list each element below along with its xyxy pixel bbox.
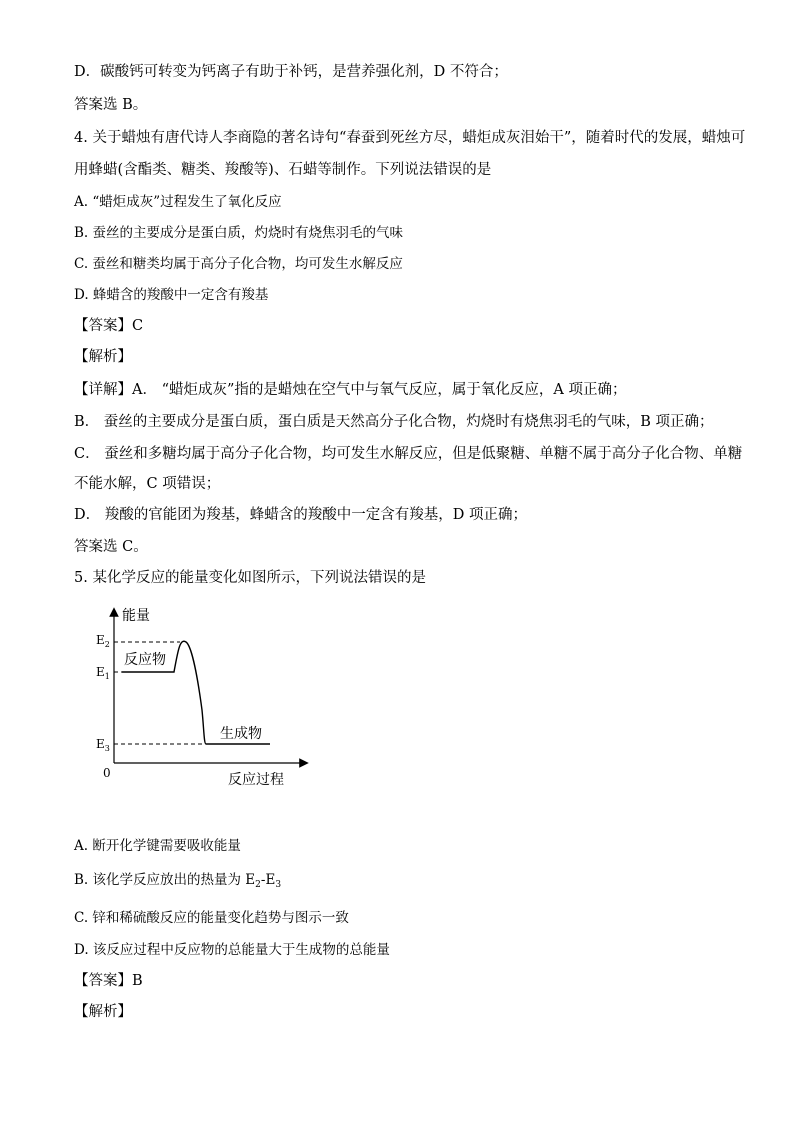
question-5-option-c: C. 锌和稀硫酸反应的能量变化趋势与图示一致 <box>74 910 349 926</box>
e1-label: $E_1$ <box>96 665 110 681</box>
explanation-c: C． 蚕丝和多糖均属于高分子化合物，均可发生水解反应，但是低聚糖、单糖不属于高分子化合物、单糖 <box>74 446 743 462</box>
explanation-b: B． 蚕丝的主要成分是蛋白质，蛋白质是天然高分子化合物，灼烧时有烧焦羽毛的气味，B 项正确； <box>74 414 714 430</box>
origin-label: 0 <box>103 766 111 780</box>
question-5-option-d: D. 该反应过程中反应物的总能量大于生成物的总能量 <box>74 942 390 958</box>
analysis-label-2: 【解析】 <box>74 1004 132 1020</box>
text-line: 答案选 B。 <box>74 97 148 113</box>
text-line: D．碳酸钙可转变为钙离子有助于补钙，是营养强化剂，D 不符合； <box>74 64 508 80</box>
product-label: 生成物 <box>220 726 262 742</box>
question-5-option-b <box>74 870 281 895</box>
answer-label-2: 【答案】B <box>74 973 143 989</box>
option-b-sub-2: 2 <box>255 880 261 890</box>
y-axis-label: 能量 <box>122 608 150 624</box>
question-4-option-a: A. “蜡炬成灰”过程发生了氧化反应 <box>74 194 282 210</box>
question-4-option-b: B. 蚕丝的主要成分是蛋白质，灼烧时有烧焦羽毛的气味 <box>74 225 404 241</box>
x-axis-label: 反应过程 <box>228 772 284 788</box>
question-5-stem: 5. 某化学反应的能量变化如图所示，下列说法错误的是 <box>74 570 426 586</box>
explanation-c-cont: 不能水解，C 项错误； <box>74 476 221 492</box>
e3-label: $E_3$ <box>96 737 110 753</box>
question-4-stem-cont: 用蜂蜡(含酯类、糖类、羧酸等)、石蜡等制作。下列说法错误的是 <box>74 162 492 178</box>
reactant-label: 反应物 <box>124 652 166 668</box>
question-4-option-c: C. 蚕丝和糖类均属于高分子化合物，均可发生水解反应 <box>74 256 403 272</box>
explanation-d: D． 羧酸的官能团为羧基，蜂蜡含的羧酸中一定含有羧基，D 项正确； <box>74 507 527 523</box>
option-b-sub-3: 3 <box>275 880 282 890</box>
answer-label: 【答案】C <box>74 318 144 334</box>
option-b-minus: -E <box>260 872 276 888</box>
answer-choice: 答案选 C。 <box>74 539 148 555</box>
explanation-a: 【详解】A． “蜡炬成灰”指的是蜡烛在空气中与氧气反应，属于氧化反应，A 项正确； <box>74 382 627 398</box>
energy-diagram <box>94 600 324 790</box>
question-4-option-d: D. 蜂蜡含的羧酸中一定含有羧基 <box>74 287 269 303</box>
question-4-stem: 4. 关于蜡烛有唐代诗人李商隐的著名诗句“春蚕到死丝方尽，蜡炬成灰泪始干”，随着时代的发展，蜡烛可 <box>74 130 746 146</box>
option-b-text: B. 该化学反应放出的热量为 E <box>74 872 256 888</box>
e2-label: $E_2$ <box>96 633 110 649</box>
question-5-option-a: A. 断开化学键需要吸收能量 <box>74 838 241 854</box>
analysis-label: 【解析】 <box>74 349 132 365</box>
